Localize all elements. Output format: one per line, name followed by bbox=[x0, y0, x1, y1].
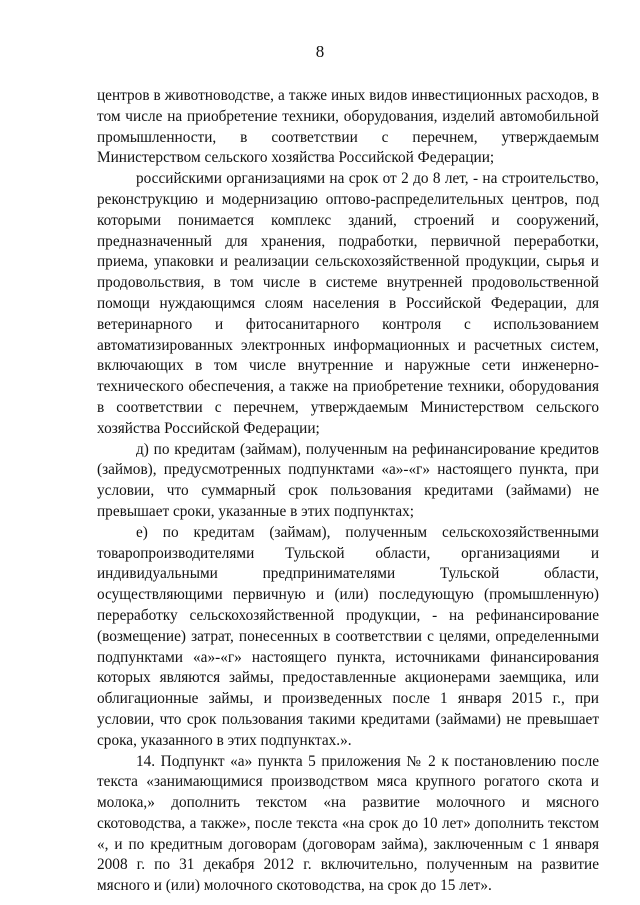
paragraph-d: д) по кредитам (займам), полученным на рефинансирование кредитов (займов), предусмотренных подпунктами «а»-«г» настоящего пункта, при условии, что суммарный срок пользования кредитами (займами) не превышает сроки, указанные в этих подпунктах; bbox=[97, 440, 599, 520]
paragraph-2: российскими организациями на срок от 2 до 8 лет, - на строительство, реконструкцию и модернизацию оптово-распределительных центров, под которыми понимается комплекс зданий, строений и сооружений, предназначенный для хранения, подработки, первичной переработки, приема, упаковки и реализации сельскохозяйственной продукции, сырья и продовольствия, в том числе в системе внутренней продовольственной помощи нуждающимся слоям населения в Российской Федерации, для ветеринарного и фитосанитарного контроля с использованием автоматизированных электронных информационных и расчетных систем, включающих в том числе внутренние и наружные сети инженерно-технического обеспечения, а также на приобретение техники, оборудования в соответствии с перечнем, утверждаемым Министерством сельского хозяйства Российской Федерации; bbox=[97, 170, 599, 437]
paragraph-1: центров в животноводстве, а также иных видов инвестиционных расходов, в том числе на приобретение техники, оборудования, изделий автомобильной промышленности, в соответствии с перечнем, утверждаемым Министерством сельского хозяйства Российской Федерации; bbox=[97, 87, 599, 167]
document-body bbox=[97, 86, 599, 897]
paragraph-14: 14. Подпункт «а» пункта 5 приложения № 2 к постановлению после текста «занимающимися производством мяса крупного рогатого скота и молока,» дополнить текстом «на развитие молочного и мясного скотоводства, а также», после текста «на срок до 10 лет» дополнить текстом «, и по кредитным договорам (договорам займа), заключенным с 1 января 2008 г. по 31 декабря 2012 г. включительно, полученным на развитие мясного и (или) молочного скотоводства, на срок до 15 лет». bbox=[97, 752, 599, 895]
page-number: 8 bbox=[315, 42, 325, 61]
paragraph-e: е) по кредитам (займам), полученным сельскохозяйственными товаропроизводителями Тульской области, организациями и индивидуальными предпринимателями Тульской области, осуществляющими первичную и (или) последующую (промышленную) переработку сельскохозяйственной продукции, - на рефинансирование (возмещение) затрат, понесенных в соответствии с целями, определенными подпунктами «а»-«г» настоящего пункта, источниками финансирования которых являются займы, предоставленные акционерами заемщика, или облигационные займы, и произведенных после 1 января 2015 г., при условии, что срок пользования такими кредитами (займами) не превышает срока, указанного в этих подпунктах.». bbox=[97, 523, 599, 749]
